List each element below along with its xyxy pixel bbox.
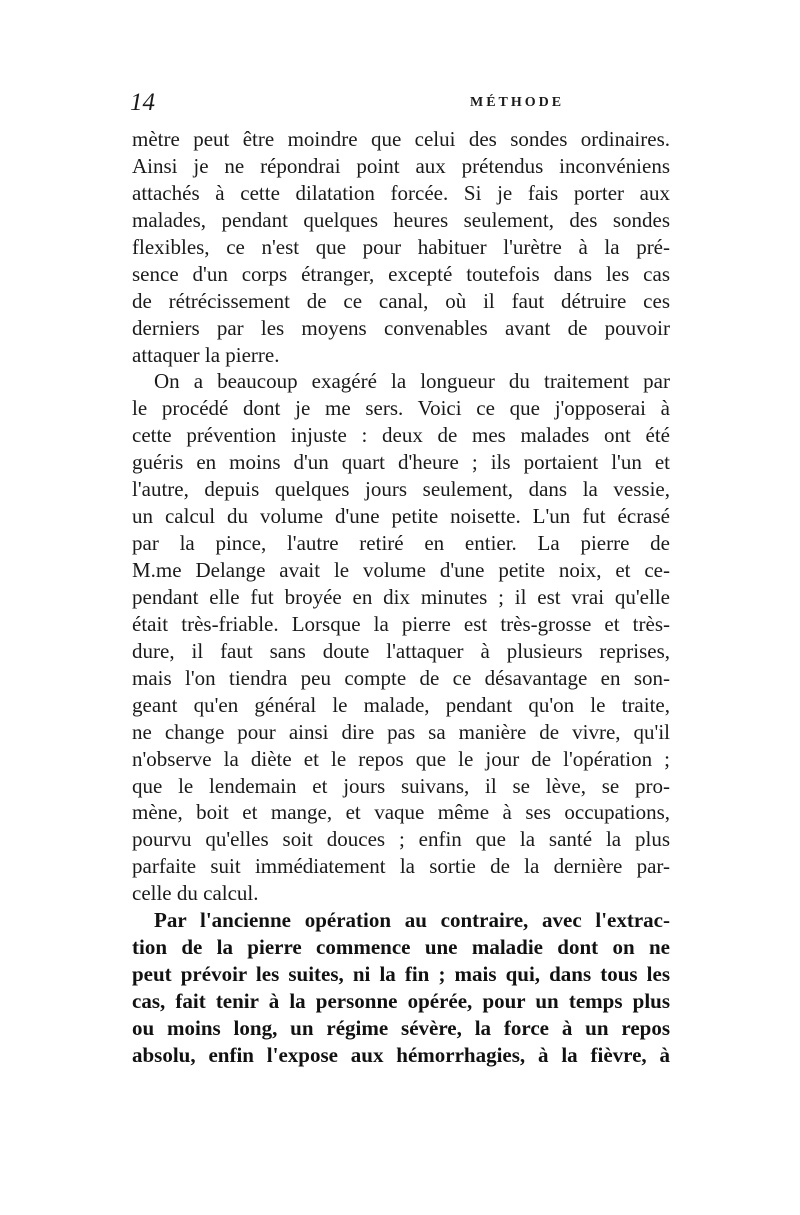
text-line: Ainsi je ne répondrai point aux prétendus inconvéniens [132, 153, 670, 178]
text-line: un calcul du volume d'une petite noisette. L'un fut écrasé [132, 504, 670, 529]
text-line: était très-friable. Lorsque la pierre est très-grosse et très- [132, 611, 670, 636]
text-line: tion de la pierre commence une maladie dont on ne [132, 935, 670, 960]
text-line: n'observe la diète et le repos que le jour de l'opération ; [132, 746, 670, 771]
paragraph-start-line: Par l'ancienne opération au contraire, avec l'extrac- [154, 908, 670, 933]
text-line: flexibles, ce n'est que pour habituer l'urètre à la pré- [132, 234, 670, 259]
text-line: le procédé dont je me sers. Voici ce que j'opposerai à [132, 396, 670, 421]
text-line: sence d'un corps étranger, excepté toutefois dans les cas [132, 261, 670, 286]
paragraph-end-line: attaquer la pierre. [132, 342, 280, 367]
text-line: cas, fait tenir à la personne opérée, pour un temps plus [132, 989, 670, 1013]
running-head [130, 86, 670, 120]
text-line: ou moins long, un régime sévère, la force à un repos [132, 1015, 670, 1040]
paragraph-end-line: celle du calcul. [132, 881, 259, 906]
text-line: derniers par les moyens convenables avant de pouvoir [132, 315, 670, 340]
text-line: parfaite suit immédiatement la sortie de la dernière par- [132, 854, 670, 879]
text-line: absolu, enfin l'expose aux hémorrhagies, à la fièvre, à [132, 1042, 670, 1067]
text-line: par la pince, l'autre retiré en entier. La pierre de [132, 531, 670, 556]
text-line: dure, il faut sans doute l'attaquer à plusieurs reprises, [132, 638, 670, 663]
paragraph-start-line: On a beaucoup exagéré la longueur du traitement par [154, 369, 670, 394]
text-line: geant qu'en général le malade, pendant qu'on le traite, [132, 692, 670, 717]
text-line: mène, boit et mange, et vaque même à ses occupations, [132, 800, 670, 825]
text-line: M.me Delange avait le volume d'une petite noix, et ce- [132, 558, 670, 582]
text-line: peut prévoir les suites, ni la fin ; mais qui, dans tous les [132, 962, 670, 987]
text-line: que le lendemain et jours suivans, il se lève, se pro- [132, 773, 670, 798]
page-number: 14 [130, 89, 155, 116]
text-line: guéris en moins d'un quart d'heure ; ils portaient l'un et [132, 450, 670, 475]
text-line: malades, pendant quelques heures seulement, des sondes [132, 207, 670, 232]
text-line: l'autre, depuis quelques jours seulement, dans la vessie, [132, 477, 670, 502]
text-line: ne change pour ainsi dire pas sa manière de vivre, qu'il [132, 719, 670, 744]
text-line: de rétrécissement de ce canal, où il faut détruire ces [132, 288, 670, 313]
text-line: pourvu qu'elles soit douces ; enfin que la santé la plus [132, 827, 670, 852]
text-line: mètre peut être moindre que celui des sondes ordinaires. [132, 127, 670, 151]
text-line: attachés à cette dilatation forcée. Si je fais porter aux [132, 180, 670, 205]
text-line: pendant elle fut broyée en dix minutes ; il est vrai qu'elle [132, 584, 670, 609]
running-title: MÉTHODE [470, 95, 565, 110]
text-line: mais l'on tiendra peu compte de ce désavantage en son- [132, 665, 670, 690]
text-line: cette prévention injuste : deux de mes malades ont été [132, 423, 670, 448]
body-text [132, 126, 670, 1069]
